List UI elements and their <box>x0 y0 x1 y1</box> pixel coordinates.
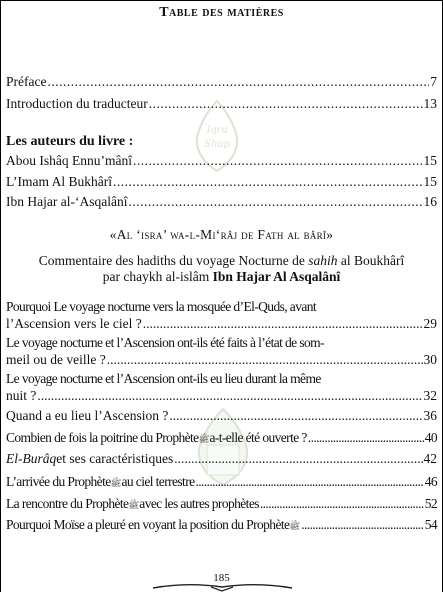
flourish-ornament-icon <box>151 579 294 597</box>
page-number: 185 <box>213 572 230 584</box>
commentary-line-1: Commentaire des hadiths du voyage Nocturne de sahih al Boukhârî <box>38 253 405 268</box>
toc-entry[interactable]: L’Imam Al Bukhârî ..... 15 <box>6 173 437 190</box>
pbuh-icon: ﷺ <box>289 521 301 531</box>
section-title: «Al ‘isra’ wa-l-Mi‘râj de Fath al bârî» <box>109 227 334 242</box>
pbuh-icon: ﷺ <box>128 500 140 510</box>
pbuh-icon: ﷺ <box>198 434 210 444</box>
svg-text:Shop: Shop <box>204 139 230 150</box>
commentary-line-2: par chaykh al-islâm Ibn Hajar Al Asqalânî <box>102 269 341 284</box>
toc-entry[interactable]: El-Burâq et ses caractéristiques ..... 42 <box>6 450 437 467</box>
toc-entry[interactable]: Quand a eu lieu l’Ascension ? ..... 36 <box>6 407 437 424</box>
toc-entry[interactable]: Le voyage nocturne et l’Ascension ont-ils été faits à l’état de som- meil ou de veille ? ..... 30 <box>6 334 437 368</box>
toc-entry[interactable]: Le voyage nocturne et l’Ascension ont-ils eu lieu durant la même nuit ? ..... 32 <box>6 370 437 404</box>
toc-entry[interactable]: L’arrivée du Prophète ﷺ au ciel terrestre ..... 46 <box>6 473 437 492</box>
svg-text:Iqra: Iqra <box>206 125 228 136</box>
toc-entry[interactable]: Pourquoi Le voyage nocturne vers la mosquée d’El-Quds, avant l’Ascension vers le ciel ? ..... 29 <box>6 298 437 332</box>
authors-heading: Les auteurs du livre : <box>6 134 134 149</box>
toc-entry[interactable]: Introduction du traducteur ..... 13 <box>6 95 437 112</box>
toc-entry[interactable]: Préface ..... 7 <box>6 73 437 90</box>
toc-entry[interactable]: Pourquoi Moïse a pleuré en voyant la position du Prophète ﷺ ..... 54 <box>6 516 437 535</box>
toc-entry[interactable]: Combien de fois la poitrine du Prophète ﷺ a-t-elle été ouverte ? ..... 40 <box>6 429 437 448</box>
page-title: Table des matières <box>159 5 284 20</box>
pbuh-icon: ﷺ <box>110 478 122 488</box>
toc-entry[interactable]: Abou Ishâq Ennu’mânî ..... 15 <box>6 152 437 169</box>
toc-entry[interactable]: Ibn Hajar al-‘Asqalânî ..... 16 <box>6 193 437 210</box>
toc-entry[interactable]: La rencontre du Prophète ﷺ avec les autres prophètes ..... 52 <box>6 495 437 514</box>
